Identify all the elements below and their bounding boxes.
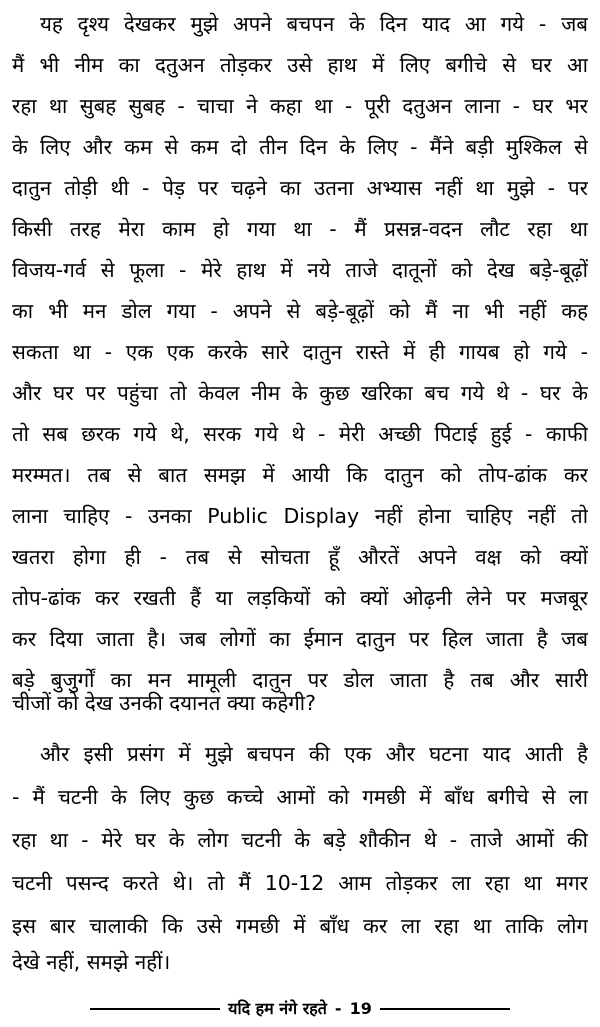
paragraph-1-line-11: तो सब छरक गये थे, सरक गये थे - मेरी अच्छी पिटाई हुई - काफी (12, 422, 588, 446)
footer-right-rule (380, 1008, 510, 1010)
paragraph-1-line-10: और घर पर पहुंचा तो केवल नीम के कुछ खरिका बच गये थे - घर के (12, 381, 588, 405)
paragraph-2-line-5: इस बार चालाकी कि उसे गमछी में बाँध कर ला रहा था ताकि लोग (12, 914, 588, 938)
paragraph-1-line-5: दातुन तोड़ी थी - पेड़ पर चढ़ने का उतना अभ्यास नहीं था मुझे - पर (12, 176, 588, 200)
paragraph-1-line-8: का भी मन डोल गया - अपने से बड़े-बूढ़ों को मैं ना भी नहीं कह (12, 299, 588, 323)
paragraph-1-line-15: तोप-ढांक कर रखती हैं या लड़कियों को क्यों ओढ़नी लेने पर मजबूर (12, 586, 588, 610)
paragraph-1-line-1: यह दृश्य देखकर मुझे अपने बचपन के दिन याद आ गये - जब (40, 12, 588, 36)
paragraph-1-line-12: मरम्मत। तब से बात समझ में आयी कि दातुन को तोप-ढांक कर (12, 463, 588, 487)
page-number: 19 (349, 999, 372, 1018)
paragraph-2-line-2: - मैं चटनी के लिए कुछ कच्चे आमों को गमछी में बाँध बगीचे से ला (12, 785, 588, 809)
paragraph-2-line-1: और इसी प्रसंग में मुझे बचपन की एक और घटना याद आती है (40, 742, 588, 766)
footer-book-title: यदि हम नंगे रहते (228, 999, 327, 1018)
page-footer (0, 994, 600, 1024)
paragraph-1-line-18: चीजों को देख उनकी दयानत क्या कहेगी? (12, 691, 316, 715)
paragraph-1-line-13: लाना चाहिए - उनका Public Display नहीं होना चाहिए नहीं तो (12, 504, 588, 528)
footer-left-rule (90, 1008, 220, 1010)
paragraph-1-line-16: कर दिया जाता है। जब लोगों का ईमान दातुन पर हिल जाता है जब (12, 627, 588, 651)
paragraph-1-line-14: खतरा होगा ही - तब से सोचता हूँ औरतें अपने वक्ष को क्यों (12, 545, 588, 569)
paragraph-1-line-6: किसी तरह मेरा काम हो गया था - मैं प्रसन्न-वदन लौट रहा था (12, 217, 588, 241)
paragraph-2-line-6: देखे नहीं, समझे नहीं। (12, 950, 171, 974)
paragraph-1-line-7: विजय-गर्व से फूला - मेरे हाथ में नये ताजे दातूनों को देख बड़े-बूढ़ों (12, 258, 588, 282)
paragraph-1-line-9: सकता था - एक एक करके सारे दातुन रास्ते में ही गायब हो गये - (12, 340, 588, 364)
paragraph-1-line-17: बड़े बुजुर्गों का मन मामूली दातुन पर डोल जाता है तब और सारी (12, 668, 588, 692)
footer-separator: - (334, 999, 342, 1018)
paragraph-2-line-3: रहा था - मेरे घर के लोग चटनी के बड़े शौकीन थे - ताजे आमों की (12, 828, 588, 852)
paragraph-1-line-4: के लिए और कम से कम दो तीन दिन के लिए - मैंने बड़ी मुश्किल से (12, 135, 588, 159)
paragraph-1-line-2: मैं भी नीम का दतुअन तोड़कर उसे हाथ में लिए बगीचे से घर आ (12, 53, 588, 77)
paragraph-2-line-4: चटनी पसन्द करते थे। तो मैं 10-12 आम तोड़कर ला रहा था मगर (12, 871, 588, 895)
paragraph-1-line-3: रहा था सुबह सुबह - चाचा ने कहा था - पूरी दतुअन लाना - घर भर (12, 94, 588, 118)
